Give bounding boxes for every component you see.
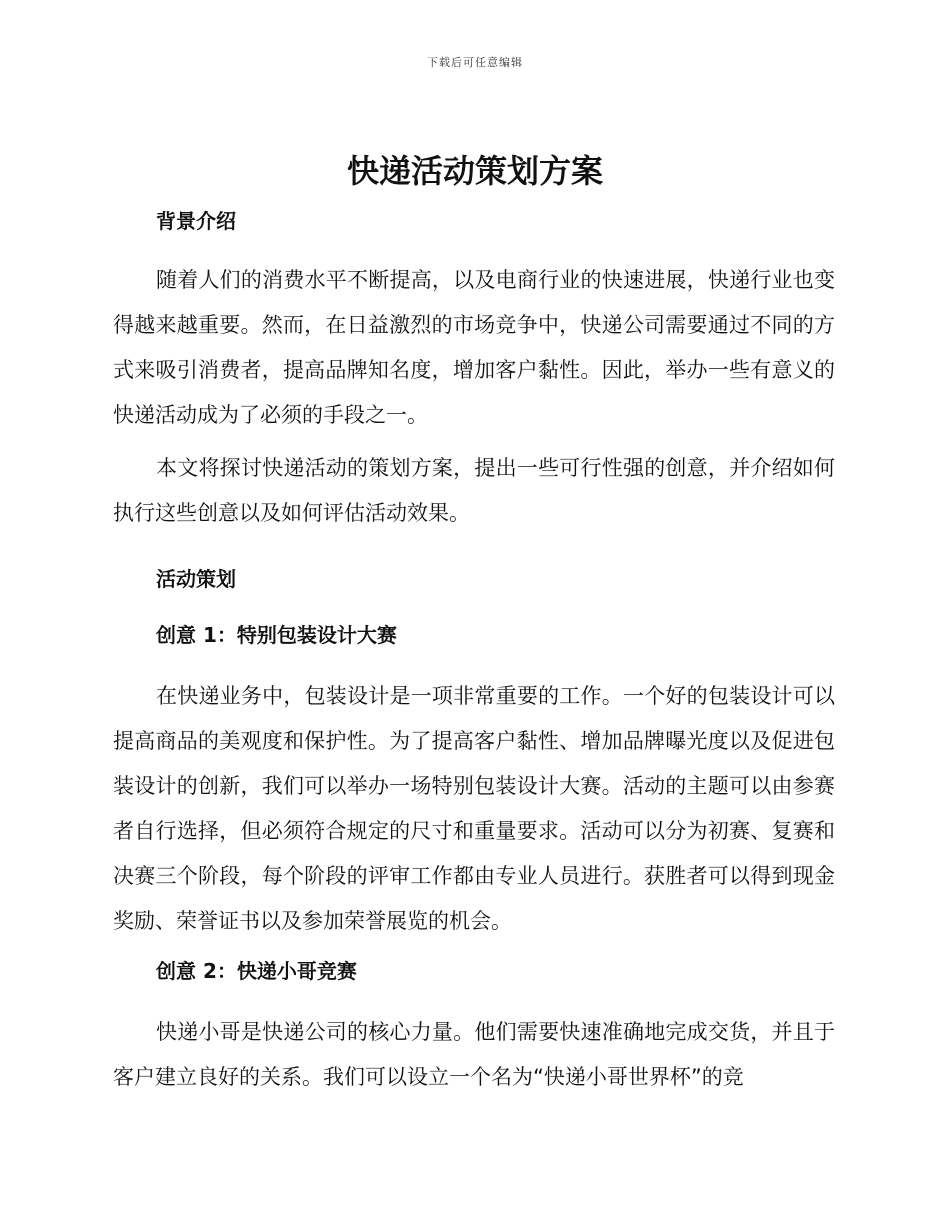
subheading-idea-2: 创意 2：快递小哥竞赛 (156, 959, 357, 983)
section-heading-background: 背景介绍 (156, 209, 236, 233)
document-title: 快递活动策划方案 (346, 152, 603, 190)
page-header-note: 下载后可任意编辑 (427, 56, 523, 69)
paragraph-background-2: 本文将探讨快递活动的策划方案，提出一些可行性强的创意，并介绍如何执行这些创意以及如何评估活动效果。 (113, 456, 835, 525)
paragraph-background-1: 随着人们的消费水平不断提高，以及电商行业的快速进展，快递行业也变得越来越重要。然而，在日益激烈的市场竞争中，快递公司需要通过不同的方式来吸引消费者，提高品牌知名度，增加客户黏性。因此，举办一些有意义的快递活动成为了必须的手段之一。 (113, 268, 835, 427)
paragraph-idea-2: 快递小哥是快递公司的核心力量。他们需要快速准确地完成交货，并且于客户建立良好的关系。我们可以设立一个名为“快递小哥世界杯”的竞 (113, 1020, 835, 1089)
paragraph-idea-1: 在快递业务中，包装设计是一项非常重要的工作。一个好的包装设计可以提高商品的美观度和保护性。为了提高客户黏性、增加品牌曝光度以及促进包装设计的创新，我们可以举办一场特别包装设计大赛。活动的主题可以由参赛者自行选择，但必须符合规定的尺寸和重量要求。活动可以分为初赛、复赛和决赛三个阶段，每个阶段的评审工作都由专业人员进行。获胜者可以得到现金奖励、荣誉证书以及参加荣誉展览的机会。 (113, 684, 835, 933)
subheading-idea-1: 创意 1：特别包装设计大赛 (156, 623, 397, 647)
document-body (113, 204, 835, 1100)
section-heading-plan: 活动策划 (156, 567, 236, 591)
